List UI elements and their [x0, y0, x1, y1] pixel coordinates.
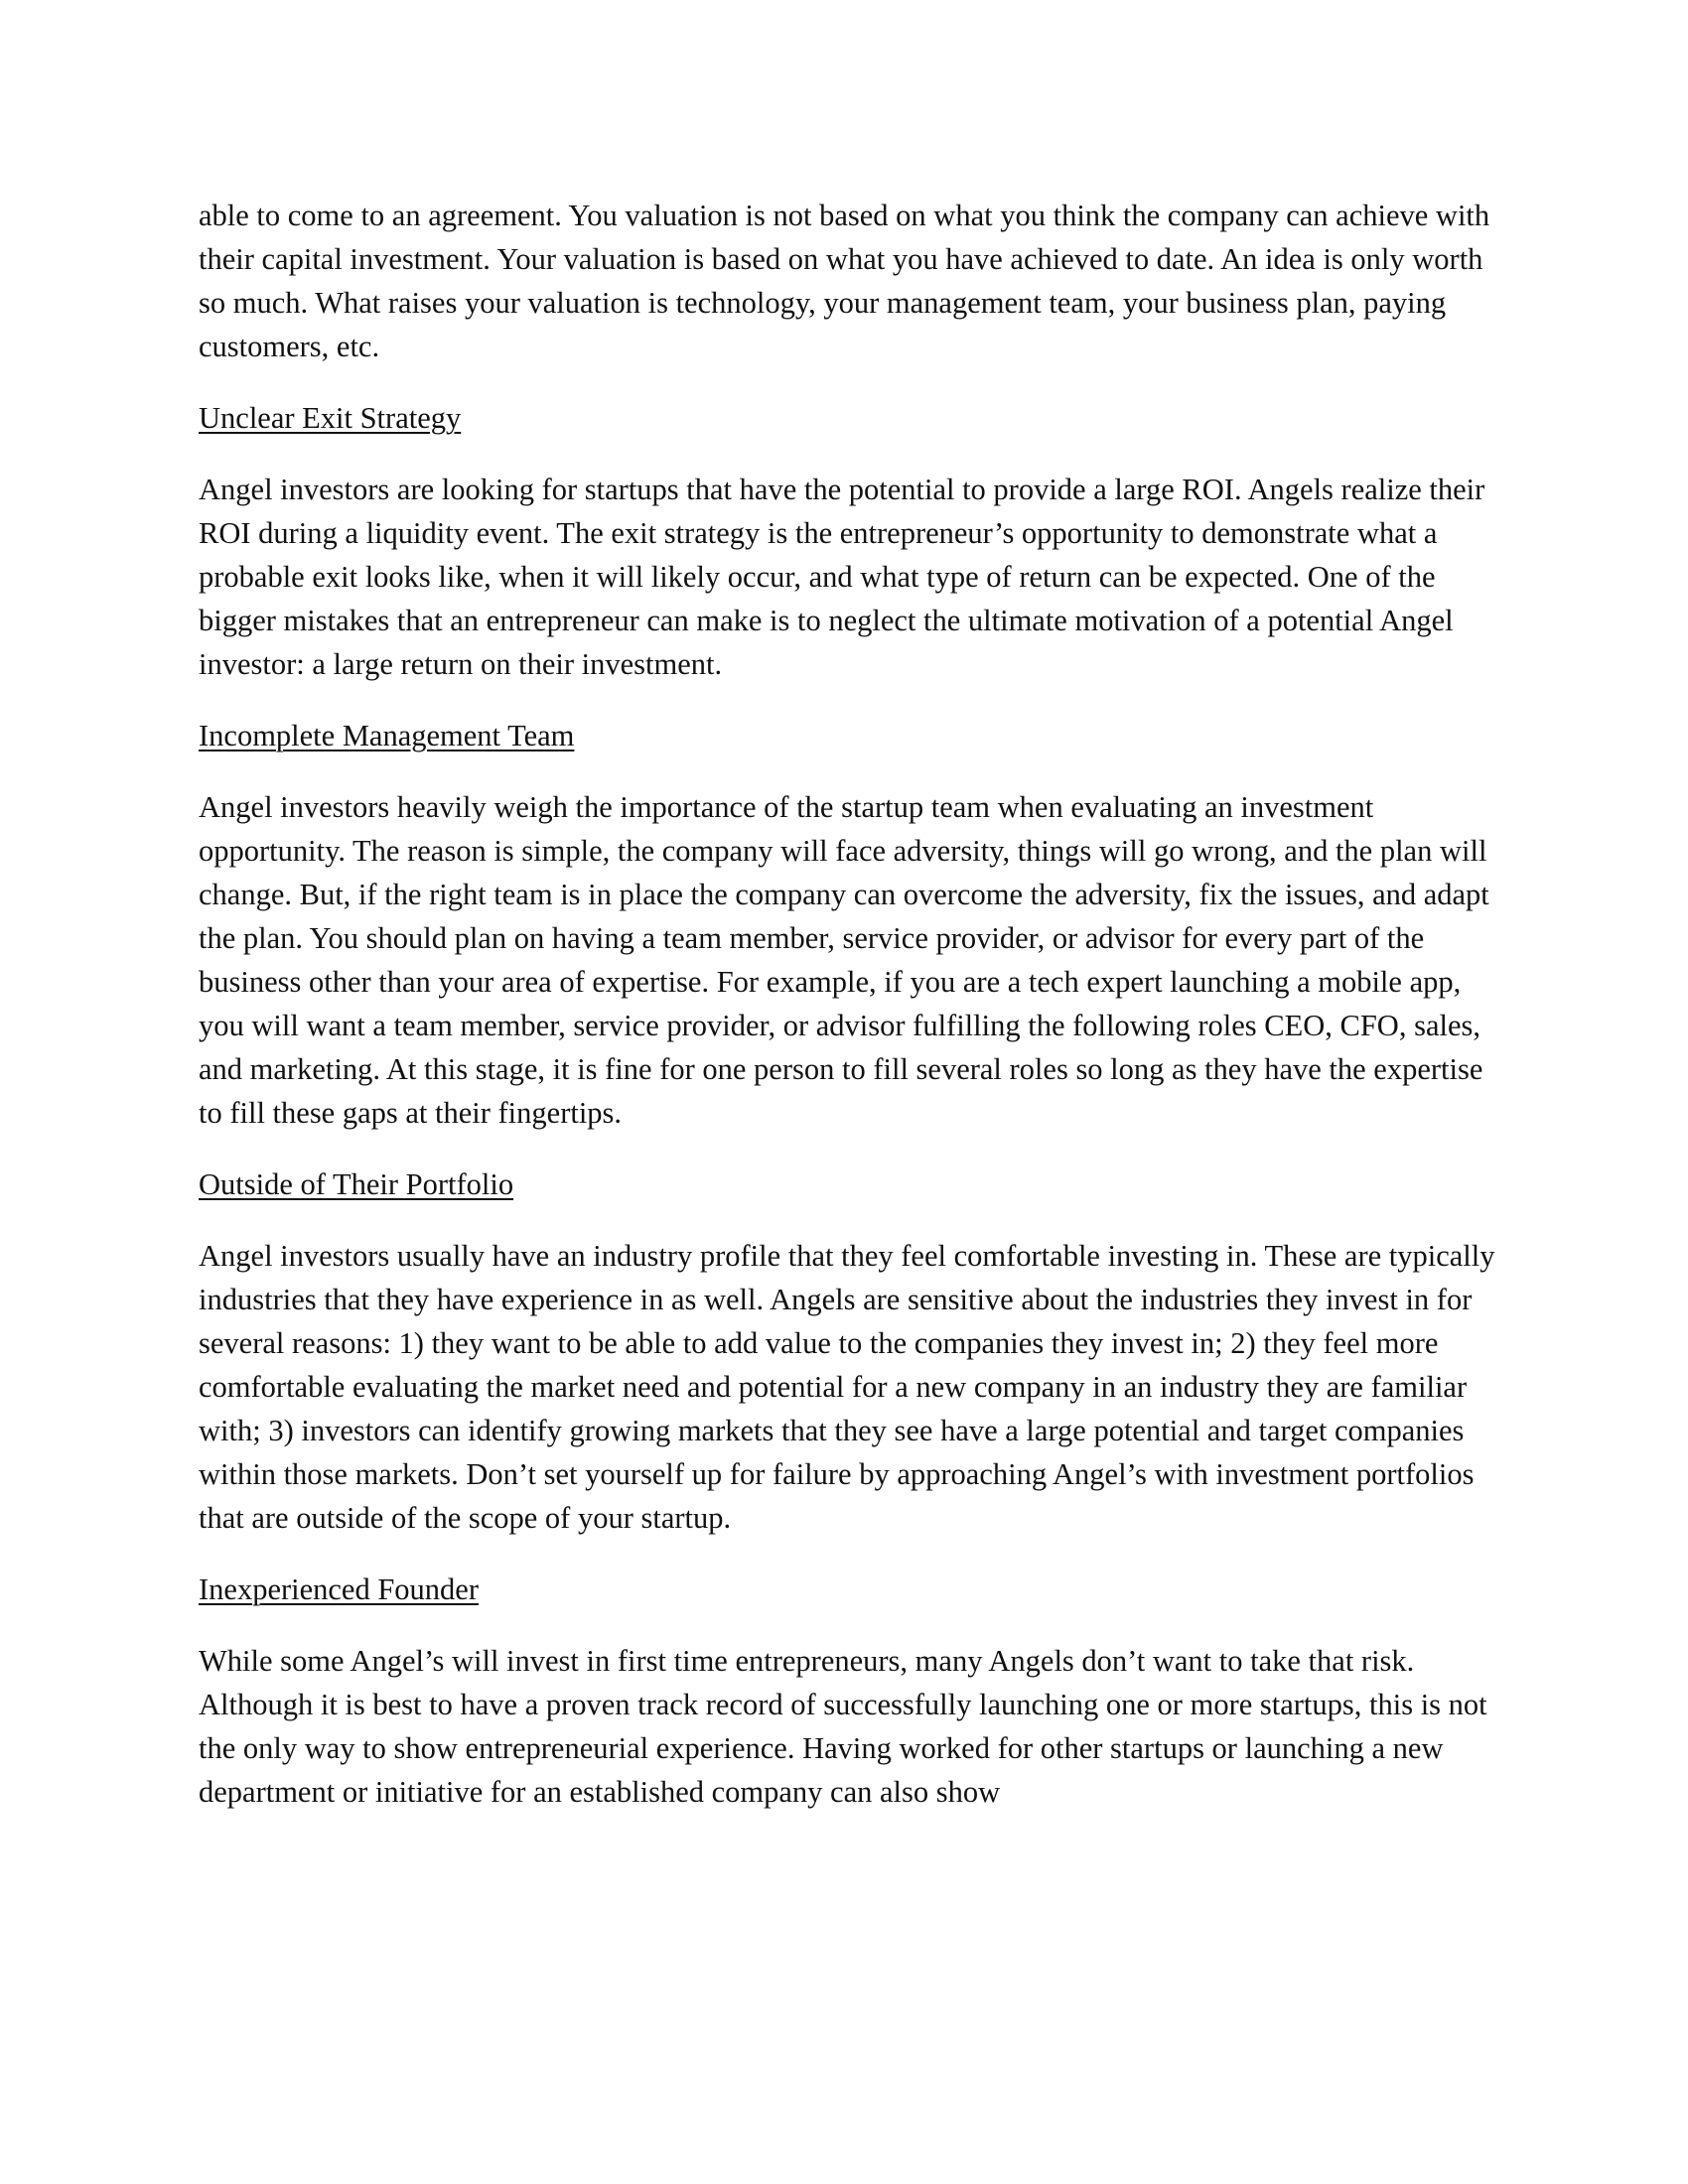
- document-page: [199, 194, 1499, 1842]
- section-heading: Unclear Exit Strategy: [199, 401, 462, 435]
- section-outside-of-their-portfolio: [199, 1162, 1499, 1540]
- section-paragraph: Angel investors usually have an industry profile that they feel comfortable investing in. These are typically industries that they have experience in as well. Angels are sensitive about the industries they invest in for several reasons: 1) they want to be able to add value to the companies they invest in; 2) they feel more comfortable evaluating the market need and potential for a new company in an industry they are familiar with; 3) investors can identify growing markets that they see have a large potential and target companies within those markets. Don’t set yourself up for failure by approaching Angel’s with investment portfolios that are outside of the scope of your startup.: [199, 1239, 1495, 1535]
- section-paragraph: Angel investors heavily weigh the importance of the startup team when evaluating an investment opportunity. The reason is simple, the company will face adversity, things will go wrong, and the plan will change. But, if the right team is in place the company can overcome the adversity, fix the issues, and adapt the plan. You should plan on having a team member, service provider, or advisor for every part of the business other than your area of expertise. For example, if you are a tech expert launching a mobile app, you will want a team member, service provider, or advisor fulfilling the following roles CEO, CFO, sales, and marketing. At this stage, it is fine for one person to fill several roles so long as they have the expertise to fill these gaps at their fingertips.: [199, 790, 1489, 1130]
- intro-paragraph: able to come to an agreement. You valuation is not based on what you think the company can achieve with their capital investment. Your valuation is based on what you have achieved to date. An idea is only worth so much. What raises your valuation is technology, your management team, your business plan, paying customers, etc.: [199, 199, 1490, 363]
- section-inexperienced-founder: [199, 1568, 1499, 1814]
- section-unclear-exit-strategy: [199, 396, 1499, 686]
- section-incomplete-management-team: [199, 714, 1499, 1135]
- section-heading: Outside of Their Portfolio: [199, 1167, 514, 1201]
- section-paragraph: While some Angel’s will invest in first time entrepreneurs, many Angels don’t want to take that risk. Although it is best to have a proven track record of successfully launching one or more startups, this is not the only way to show entrepreneurial experience. Having worked for other startups or launching a new department or initiative for an established company can also show: [199, 1644, 1487, 1809]
- section-heading: Inexperienced Founder: [199, 1572, 480, 1606]
- section-paragraph: Angel investors are looking for startups that have the potential to provide a large ROI. Angels realize their ROI during a liquidity event. The exit strategy is the entrepreneur’s opportunity to demonstrate what a probable exit looks like, when it will likely occur, and what type of return can be expected. One of the bigger mistakes that an entrepreneur can make is to neglect the ultimate motivation of a potential Angel investor: a large return on their investment.: [199, 473, 1485, 681]
- section-heading: Incomplete Management Team: [199, 719, 575, 752]
